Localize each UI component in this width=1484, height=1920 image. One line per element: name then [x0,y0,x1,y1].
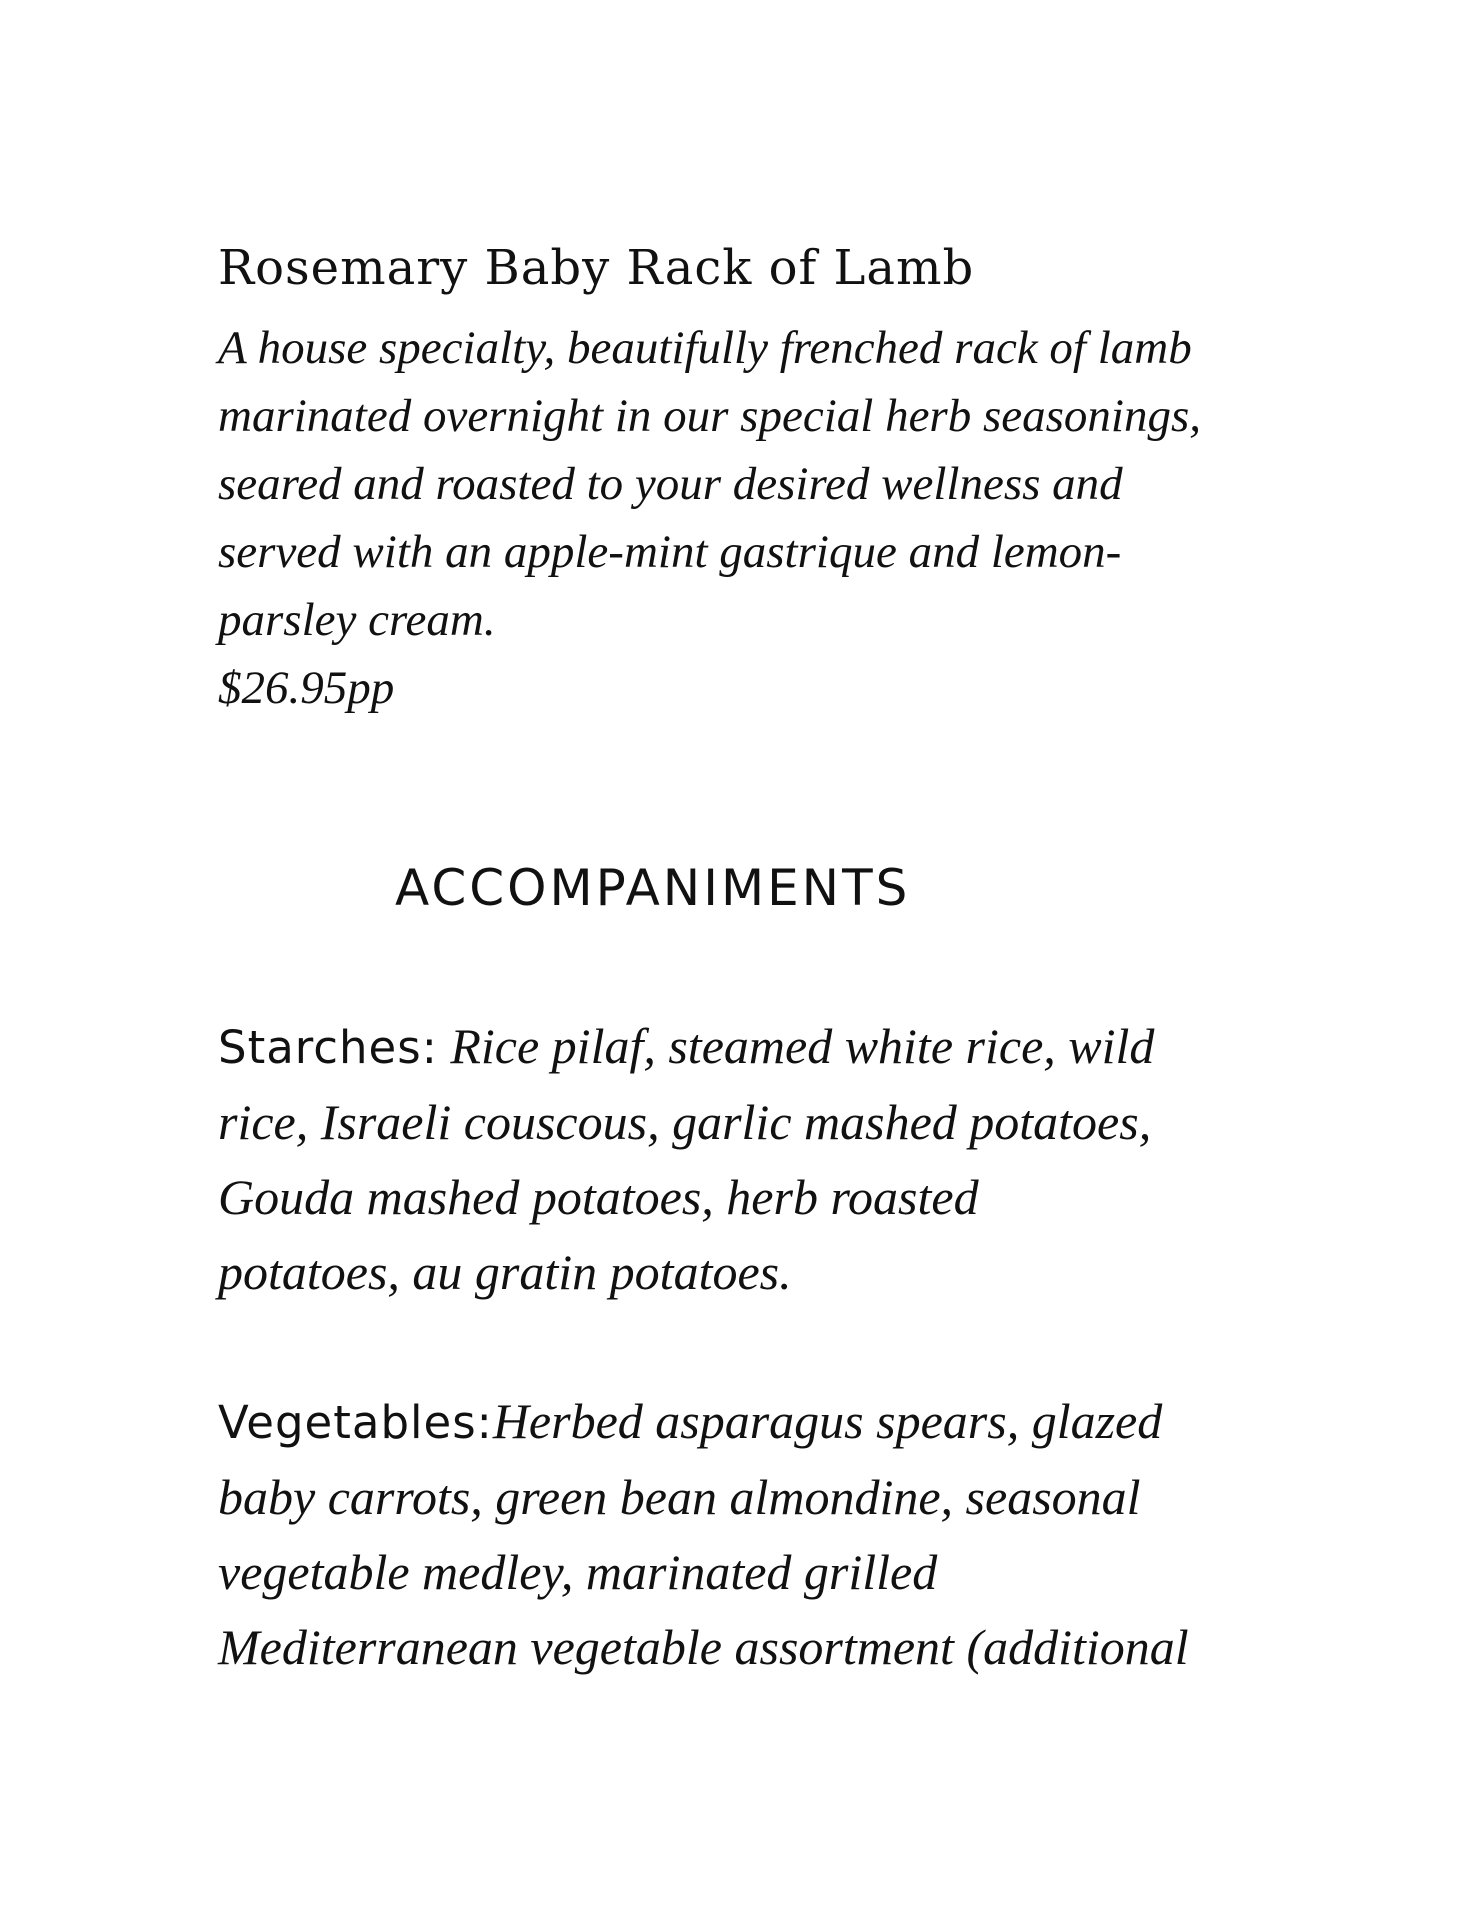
description-line: marinated overnight in our special herb seasonings, [218,390,1202,442]
starches-text: potatoes, au gratin potatoes. [218,1244,792,1300]
dish-title: Rosemary Baby Rack of Lamb [218,240,975,296]
vegetables-text: baby carrots, green bean almondine, seasonal [218,1469,1141,1525]
vegetables-text: Mediterranean vegetable assortment (additional [218,1619,1189,1675]
starches-first-line [218,1009,1278,1085]
dish-description [218,314,1278,722]
vegetables-label: Vegetables: [218,1396,493,1449]
vegetables-first-line [218,1384,1278,1460]
starches-label: Starches: [218,1021,438,1074]
vegetables-text: vegetable medley, marinated grilled [218,1544,938,1600]
description-line: parsley cream. [218,594,496,646]
starches-section [218,1009,1278,1310]
description-line: seared and roasted to your desired wellness and [218,458,1123,510]
starches-text: Gouda mashed potatoes, herb roasted [218,1169,979,1225]
starches-text: rice, Israeli couscous, garlic mashed potatoes, [218,1094,1152,1150]
vegetables-section [218,1384,1278,1685]
description-line: served with an apple-mint gastrique and lemon- [218,526,1122,578]
description-line: A house specialty, beautifully frenched rack of lamb [218,322,1192,374]
vegetables-text: Herbed asparagus spears, glazed [492,1393,1163,1449]
starches-text: Rice pilaf, steamed white rice, wild [450,1018,1155,1074]
dish-price: $26.95pp [218,662,395,714]
accompaniments-heading: ACCOMPANIMENTS [395,859,911,917]
